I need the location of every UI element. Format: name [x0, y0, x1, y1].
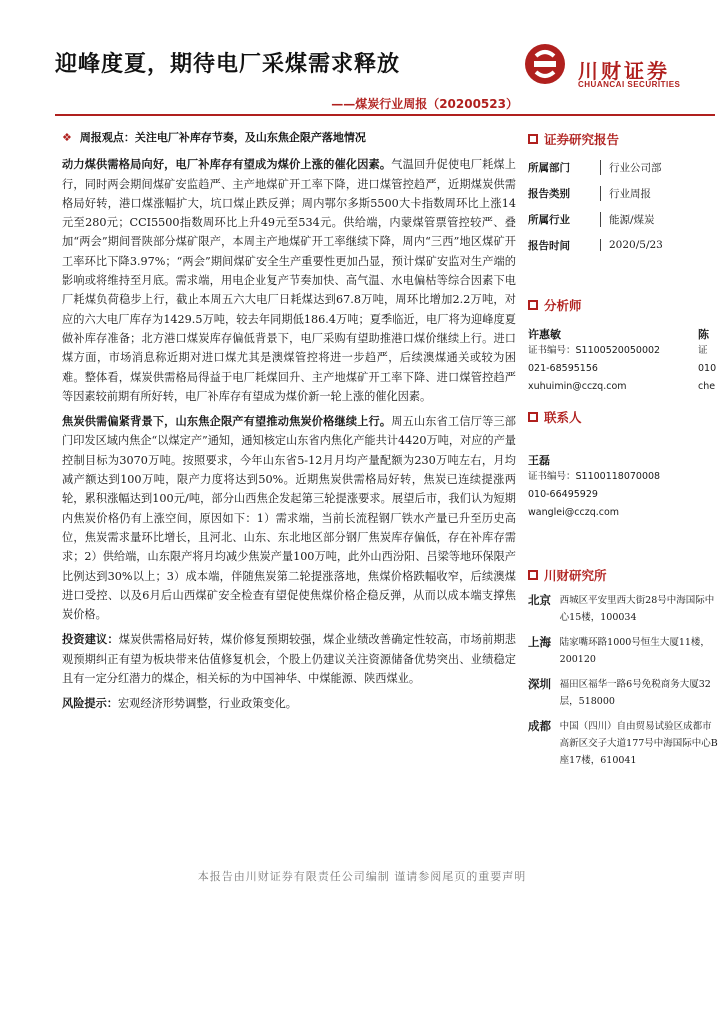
brand-name-cn: 川财证券: [578, 59, 670, 83]
analyst-email-link[interactable]: xuhuimin@cczq.com: [528, 381, 627, 392]
report-subtitle: ——煤炭行业周报（20200523）: [331, 97, 518, 111]
info-row: 报告时间 2020/5/23: [528, 239, 663, 252]
info-row: 所属行业 能源/煤炭: [528, 213, 655, 226]
analyst-block: [528, 326, 718, 396]
paragraph-coke: 焦炭供需偏紧背景下，山东焦企限产有望推动焦炭价格继续上行。周五山东省工信厅等三部门印发区域内焦企“以煤定产”通知，通知核定山东省内焦化产能共计4420万吨，对应的产量控制目标为3070万吨。按照要求，今年山东省5-12月月均产量配额为230万吨左右，月均减产额达到100万吨，限产力度将达到50%。近期焦炭供需格局好转，焦炭已连续提涨两轮，累积涨幅达到100元/吨，部分山西焦企发起第三轮提涨要求。展望后市，我们认为短期内焦炭价格仍有上涨空间，原因如下：1）需求端，当前长流程钢厂铁水产量已升至历史高位，焦炭需求量环比增长，且河北、山东、东北地区部分钢厂焦炭库存偏低，存在补库存需求；2）供给端，山东限产将月均减少焦炭产量100万吨，此外山西汾阳、吕梁等地环保限产比例达到30%以上；3）成本端，伴随焦炭第二轮提涨落地，焦煤价格跌幅收窄，后续澳煤进口受控、以及6月后山西煤矿安全检查有望促使焦煤价格企稳反弹，从而以成本端支撑焦炭价格。: [62, 415, 516, 622]
analyst-2: 陈 证 010 che: [698, 328, 717, 392]
office-item: 北京 西城区平安里西大街28号中海国际中心15楼，100034: [528, 593, 715, 623]
sidebar: [528, 130, 718, 777]
diamond-bullet-icon: ❖: [62, 131, 72, 144]
chuancai-logo-icon: [523, 42, 567, 86]
footer-disclaimer: 本报告由川财证券有限责任公司编制 谨请参阅尾页的重要声明: [197, 870, 527, 883]
header-rule: [55, 114, 715, 116]
section-report-info: 证券研究报告: [528, 130, 718, 148]
office-item: 成都 中国（四川）自由贸易试验区成都市高新区交子大道177号中海国际中心B座17楼，610041: [528, 719, 718, 766]
info-row: 所属部门 行业公司部: [528, 161, 662, 174]
report-info-list: [528, 154, 718, 258]
section-institute: 川财研究所: [528, 566, 718, 584]
office-item: 深圳 福田区福华一路6号免税商务大厦32层，518000: [528, 677, 711, 707]
report-title: 迎峰度夏，期待电厂采煤需求释放: [55, 52, 401, 77]
brand-name-en: CHUANCAI SECURITIES: [578, 80, 681, 89]
analyst-1: 许惠敏 证书编号：S1100520050002 021-68595156 xuhuimin@cczq.com: [528, 326, 698, 396]
paragraph-thermal-coal: 动力煤供需格局向好，电厂补库存有望成为煤价上涨的催化因素。气温回升促使电厂耗煤上行，同时两会期间煤矿安监趋严、主产地煤矿开工率下降，进口煤管控趋严，近期煤炭供需格局好转，港口煤涨幅扩大，坑口煤止跌反弹；周内鄂尔多斯5500大卡指数周环比上涨14元至280元；CCI5500指数周环比上升49元至534元。供给端，内蒙煤管票管控较严、叠加“两会”期间晋陕部分煤矿限产，本周主产地煤矿开工率继续下降，周内“三西”地区煤矿开工率环比下降3.97%；“两会”期间煤矿安全生产重要性更加凸显，预计煤矿安监对生产端的影响或将维持至月底。需求端，用电企业复产节奏加快、高气温、水电偏枯等综合因素下电厂耗煤负荷稳步上行，截止本周五六大电厂日耗煤达到67.8万吨，周环比增加2.2万吨，对应的六大电厂库存为1429.5万吨，较去年同期低186.4万吨；夏季临近，电厂将为迎峰度夏做补库存准备；北方港口煤炭库存偏低背景下，电厂采购有望助推港口煤价继续上行。进口煤方面，市场消息称近期对进口煤尤其是澳煤管控将进一步趋严，后续澳煤通关或较为困难。整体看，煤炭供需格局得益于电厂耗煤回升、主产地煤矿开工率下降、进口煤管控趋严等因素较前期有所好转，电厂补库存有望成为煤价新一轮上涨的催化因素。: [62, 158, 516, 403]
main-content: [62, 128, 516, 720]
office-list: [528, 592, 718, 769]
office-item: 上海 陆家嘴环路1000号恒生大厦11楼，200120: [528, 635, 710, 665]
contact-email-link[interactable]: wanglei@cczq.com: [528, 507, 620, 518]
paragraph-risk: 风险提示：宏观经济形势调整，行业政策变化。: [62, 697, 297, 711]
square-marker-icon: [528, 300, 538, 310]
square-marker-icon: [528, 570, 538, 580]
paragraph-investment: 投资建议：煤炭供需格局好转，煤价修复预期较强，煤企业绩改善确定性较高，市场前期悲观预期纠正有望为板块带来估值修复机会，个股上仍建议关注资源储备优势突出、业绩稳定且有一定分红潜力的煤企，相关标的为中国神华、中煤能源、陕西煤业。: [62, 633, 516, 686]
contact-block: 王磊 证书编号：S1100118070008 010-66495929 wanglei@cczq.com: [528, 452, 718, 522]
info-row: 报告类别 行业周报: [528, 187, 651, 200]
section-contact: 联系人: [528, 408, 718, 426]
summary-heading: ❖ 周报观点：关注电厂补库存节奏，及山东焦企限产落地情况: [62, 131, 366, 144]
square-marker-icon: [528, 412, 538, 422]
section-analyst: 分析师: [528, 296, 718, 314]
square-marker-icon: [528, 134, 538, 144]
